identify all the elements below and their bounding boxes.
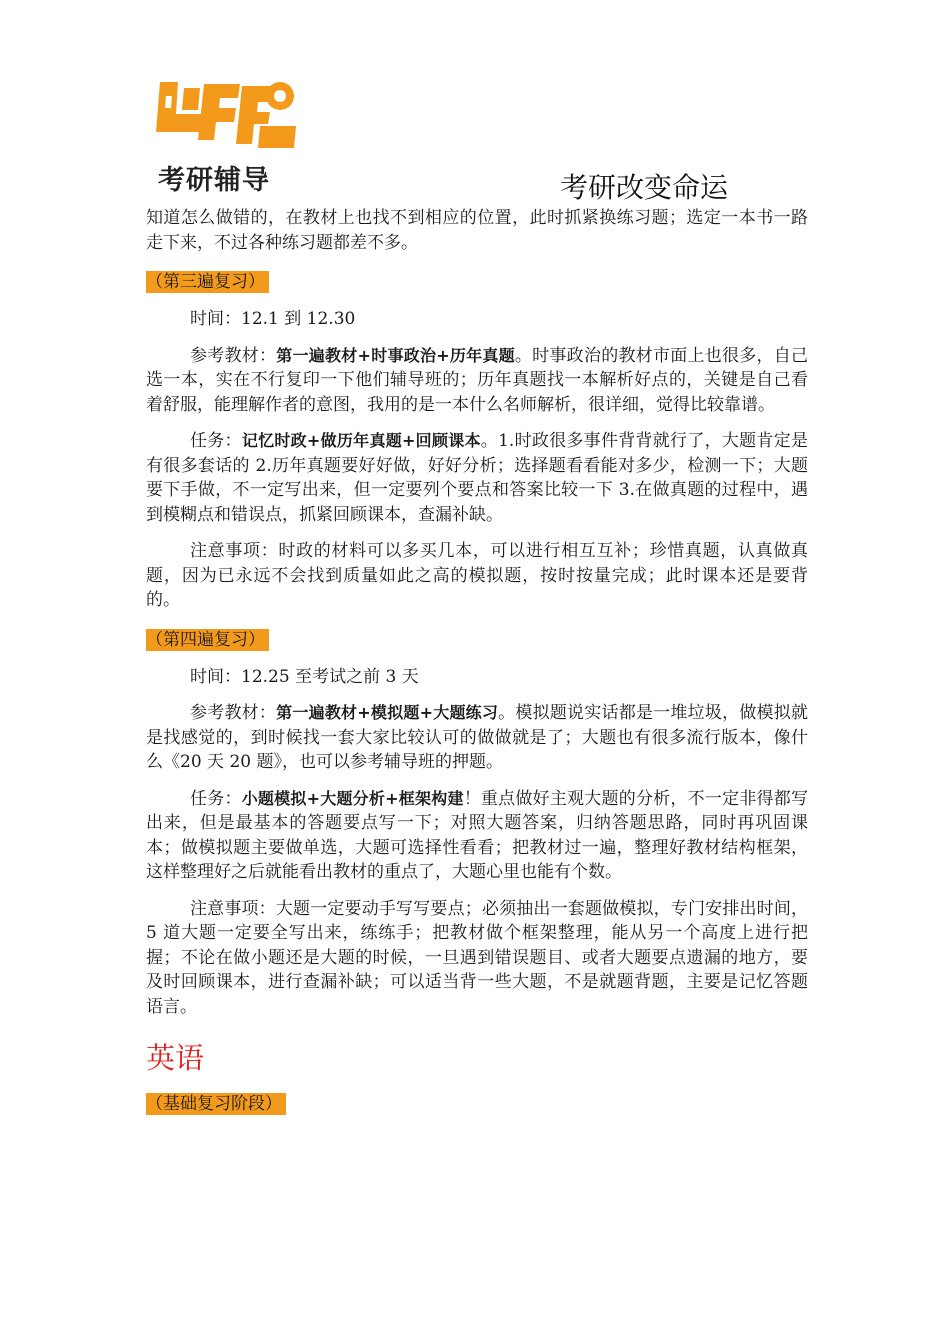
section3-task: 任务：记忆时政+做历年真题+回顾课本。1.时政很多事件背背就行了，大题肯定是有很多套话的 2.历年真题要好好做，好好分析；选择题看看能对多少，检测一下；大题要下手做，不一定写出来，但一定要列个要点和答案比较一下 3.在做真题的过程中，遇到模糊点和错误点，抓紧回顾课本，查漏补缺。	[146, 431, 808, 525]
section3-note: 注意事项：时政的材料可以多买几本，可以进行相互互补；珍惜真题，认真做真题，因为已永远不会找到质量如此之高的模拟题，按时按量完成；此时课本还是要背的。	[146, 541, 808, 610]
intro-paragraph: 知道怎么做错的，在教材上也找不到相应的位置，此时抓紧换练习题；选定一本书一路走下来，不过各种练习题都差不多。	[146, 208, 808, 253]
document-body	[146, 206, 808, 1115]
english-heading: 英语	[146, 1041, 205, 1075]
kaicheng-logo-icon	[150, 74, 300, 154]
section-tag-fourth-review: （第四遍复习）	[146, 629, 269, 651]
section-tag-third-review: （第三遍复习）	[146, 271, 269, 293]
section3-time: 时间：12.1 到 12.30	[190, 309, 356, 329]
section4-reference: 参考教材：第一遍教材+模拟题+大题练习。模拟题说实话都是一堆垃圾，做模拟就是找感觉的，到时候找一套大家比较认可的做做就是了；大题也有很多流行版本，像什么《20 天 20 题》，也可以参考辅导班的押题。	[146, 703, 808, 772]
section3-reference: 参考教材：第一遍教材+时事政治+历年真题。时事政治的教材市面上也很多，自己选一本，实在不行复印一下他们辅导班的；历年真题找一本解析好点的，关键是自己看着舒服，能理解作者的意图，我用的是一本什么名师解析，很详细，觉得比较靠谱。	[146, 345, 808, 415]
header-slogan: 考研改变命运	[560, 171, 729, 204]
section4-note: 注意事项：大题一定要动手写写要点；必须抽出一套题做模拟，专门安排出时间，5 道大题一定要全写出来，练练手；把教材做个框架整理，能从另一个高度上进行把握；不论在做小题还是大题的时候，一旦遇到错误题目、或者大题要点遗漏的地方，要及时回顾课本，进行查漏补缺；可以适当背一些大题，不是就题背题，主要是记忆答题语言。	[146, 898, 808, 1017]
section4-task: 任务：小题模拟+大题分析+框架构建！重点做好主观大题的分析，不一定非得都写出来，但是最基本的答题要点写一下；对照大题答案，归纳答题思路，同时再巩固课本；做模拟题主要做单选，大题可选择性看看；把教材过一遍，整理好教材结构框架，这样整理好之后就能看出教材的重点了，大题心里也能有个数。	[146, 788, 808, 882]
section-tag-basic-review: （基础复习阶段）	[146, 1093, 286, 1115]
brand-logo	[150, 74, 310, 200]
section4-time: 时间：12.25 至考试之前 3 天	[190, 666, 419, 687]
logo-caption: 考研辅导	[158, 165, 270, 196]
